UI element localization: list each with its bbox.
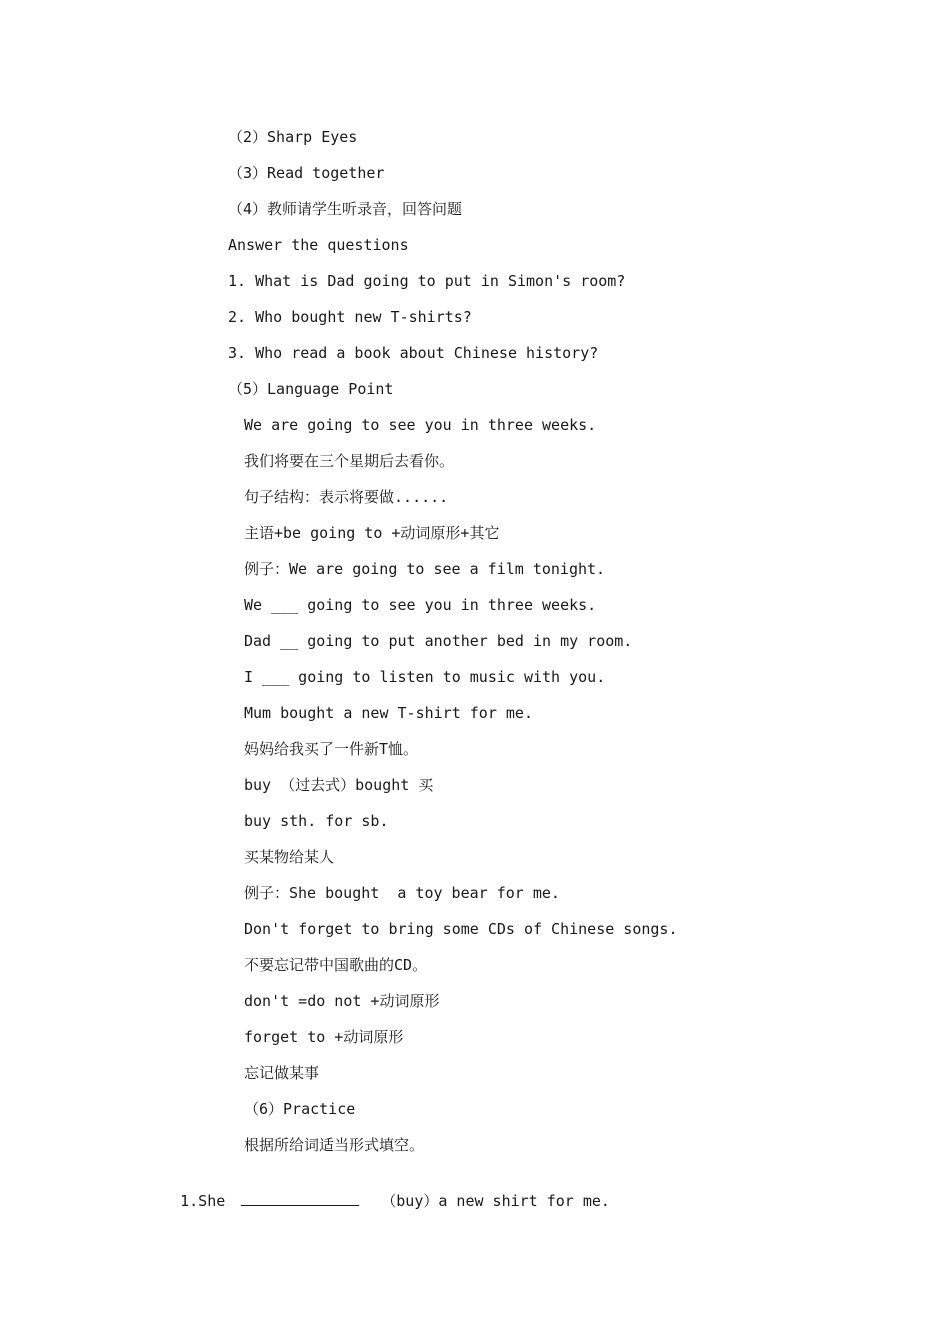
sentence-structure-note: 句子结构：表示将要做......: [244, 488, 449, 506]
exercise-item-1-end: （buy）a new shirt for me.: [381, 1192, 610, 1210]
example-sentence-2: 例子：She bought a toy bear for me.: [244, 884, 560, 902]
buy-past-tense: buy （过去式）bought 买: [244, 776, 434, 794]
bought-translation: 妈妈给我买了一件新T恤。: [244, 740, 419, 758]
answer-blank[interactable]: [241, 1191, 359, 1206]
practice-instruction: 根据所给词适当形式填空。: [244, 1136, 425, 1154]
question-1: 1. What is Dad going to put in Simon's room?: [228, 272, 626, 290]
fill-blank-3: I ___ going to listen to music with you.: [244, 668, 606, 686]
question-2: 2. Who bought new T-shirts?: [228, 308, 472, 326]
section-practice: （6）Practice: [244, 1100, 356, 1118]
buy-phrase-meaning: 买某物给某人: [244, 848, 335, 866]
fill-blank-1: We ___ going to see you in three weeks.: [244, 596, 597, 614]
language-point-sentence: We are going to see you in three weeks.: [244, 416, 597, 434]
exercise-item-1: [144, 1171, 610, 1231]
buy-phrase: buy sth. for sb.: [244, 812, 389, 830]
forget-to-rule: forget to +动词原形: [244, 1028, 404, 1046]
exercise-item-1-start: 1.She: [180, 1192, 226, 1210]
grammar-formula: 主语+be going to +动词原形+其它: [244, 524, 500, 542]
dont-forget-translation: 不要忘记带中国歌曲的CD。: [244, 956, 428, 974]
section-read-together: （3）Read together: [228, 164, 385, 182]
question-3: 3. Who read a book about Chinese history?: [228, 344, 599, 362]
forget-to-meaning: 忘记做某事: [244, 1064, 320, 1082]
section-listen-instruction: （4）教师请学生听录音，回答问题: [228, 200, 463, 218]
dont-forget-sentence: Don't forget to bring some CDs of Chinese songs.: [244, 920, 678, 938]
language-point-translation: 我们将要在三个星期后去看你。: [244, 452, 455, 470]
example-sentence-1: 例子：We are going to see a film tonight.: [244, 560, 606, 578]
bought-sentence: Mum bought a new T-shirt for me.: [244, 704, 533, 722]
section-language-point: （5）Language Point: [228, 380, 394, 398]
answer-questions-heading: Answer the questions: [228, 236, 409, 254]
fill-blank-2: Dad __ going to put another bed in my room.: [244, 632, 633, 650]
section-sharp-eyes: （2）Sharp Eyes: [228, 128, 358, 146]
dont-rule: don't =do not +动词原形: [244, 992, 440, 1010]
